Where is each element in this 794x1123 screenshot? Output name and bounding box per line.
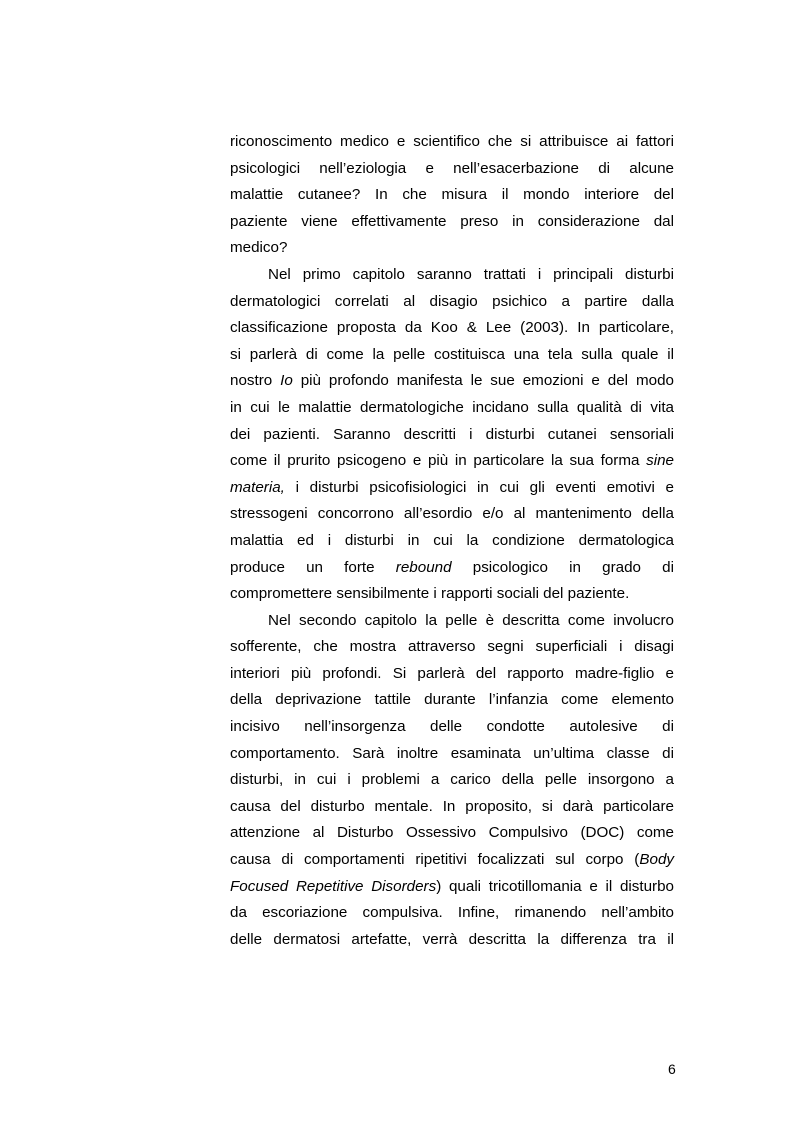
text-line <box>230 475 674 502</box>
text-line: riconoscimento medico e scientifico che si attribuisce ai fattori <box>230 133 674 150</box>
text-segment: i disturbi psicofisiologici in cui gli eventi emotivi e <box>295 478 674 496</box>
text-segment: ) quali tricotillomania e il disturbo <box>436 877 674 895</box>
text-line: classificazione proposta da Koo & Lee (2003). In particolare, <box>230 319 674 337</box>
text-line: comportamento. Sarà inoltre esaminata un’ultima classe di <box>230 744 674 762</box>
text-line: disturbi, in cui i problemi a carico della pelle insorgono a <box>230 771 674 789</box>
italic-term: Focused Repetitive Disorders <box>230 877 437 895</box>
text-line: compromettere sensibilmente i rapporti sociali del paziente. <box>230 585 630 603</box>
text-line: delle dermatosi artefatte, verrà descritta la differenza tra il <box>230 930 674 948</box>
text-line: dermatologici correlati al disagio psichico a partire dalla <box>230 292 674 310</box>
italic-term: materia, <box>230 478 285 496</box>
text-segment: più profondo manifesta le sue emozioni e del modo <box>300 372 674 390</box>
text-line: interiori più profondi. Si parlerà del rapporto madre-figlio e <box>230 664 674 682</box>
text-line: causa del disturbo mentale. In proposito, si darà particolare <box>230 797 674 815</box>
text-line: psicologici nell’eziologia e nell’esacerbazione di alcune <box>230 159 674 177</box>
text-segment: causa di comportamenti ripetitivi focalizzati sul corpo ( <box>230 851 640 869</box>
text-line: in cui le malattie dermatologiche incidano sulla qualità di vita <box>230 398 674 416</box>
text-segment: come il prurito psicogeno e più in particolare la sua forma <box>230 452 640 470</box>
text-line: malattie cutanee? In che misura il mondo interiore del <box>230 186 674 204</box>
text-line <box>230 847 674 874</box>
italic-term: rebound <box>395 558 452 576</box>
text-line: dei pazienti. Saranno descritti i disturbi cutanei sensoriali <box>230 425 674 443</box>
text-segment: produce un forte <box>230 558 375 576</box>
text-line <box>230 368 674 395</box>
italic-term: Body <box>639 851 674 869</box>
paragraph-start-line: Nel primo capitolo saranno trattati i principali disturbi <box>268 265 674 283</box>
text-line: si parlerà di come la pelle costituisca una tela sulla quale il <box>230 345 674 363</box>
paragraph-start-line: Nel secondo capitolo la pelle è descritta come involucro <box>268 611 674 629</box>
text-line: sofferente, che mostra attraverso segni superficiali i disagi <box>230 638 674 656</box>
text-line: attenzione al Disturbo Ossessivo Compulsivo (DOC) come <box>230 824 674 842</box>
text-line: paziente viene effettivamente preso in considerazione dal <box>230 212 674 230</box>
text-line: della deprivazione tattile durante l’infanzia come elemento <box>230 691 674 709</box>
document-body <box>230 129 674 953</box>
text-line: stressogeni concorrono all’esordio e/o al mantenimento della <box>230 505 674 523</box>
text-line: medico? <box>230 239 288 257</box>
text-line <box>230 874 674 901</box>
page-number: 6 <box>668 1061 676 1077</box>
text-segment: psicologico in grado di <box>472 558 674 576</box>
text-line: incisivo nell’insorgenza delle condotte autolesive di <box>230 718 674 736</box>
italic-term: sine <box>646 452 674 470</box>
text-line: malattia ed i disturbi in cui la condizione dermatologica <box>230 531 674 549</box>
text-segment: nostro <box>230 372 273 390</box>
text-line <box>230 448 674 475</box>
text-line: da escoriazione compulsiva. Infine, rimanendo nell’ambito <box>230 904 674 922</box>
italic-term: Io <box>280 372 293 390</box>
text-line <box>230 555 674 582</box>
